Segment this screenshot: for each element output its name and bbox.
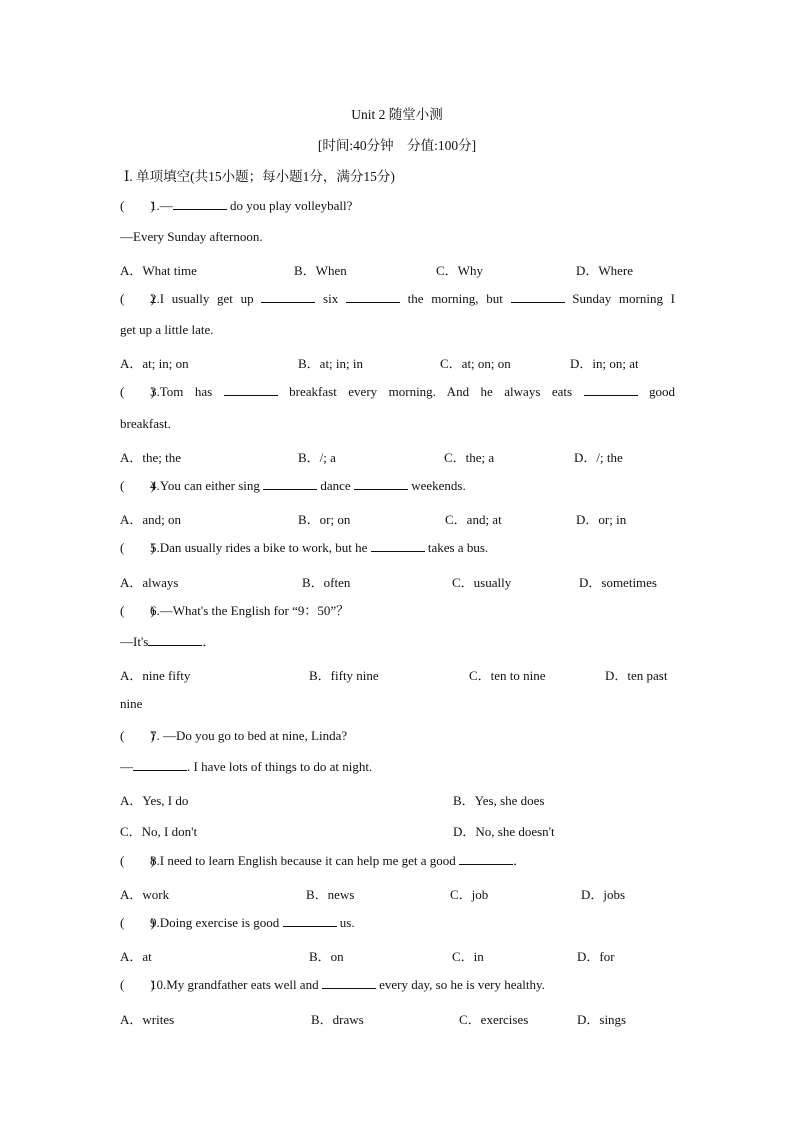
option-d: D．jobs xyxy=(581,887,626,902)
option-d: D．ten past xyxy=(605,668,668,683)
option-d: D．for xyxy=(577,949,615,964)
option-b: B．draws xyxy=(311,1012,364,1027)
blank xyxy=(148,634,202,646)
answer-paren: ( ) xyxy=(120,853,155,868)
question-text: 7. —Do you go to bed at nine, Linda? xyxy=(150,728,348,743)
question-text: the morning, but xyxy=(407,291,503,306)
blank xyxy=(354,478,408,490)
option-b: B．on xyxy=(309,949,344,964)
question-text: Sunday morning I xyxy=(572,291,676,306)
question-text: 5.Dan usually rides a bike to work, but he xyxy=(150,540,368,555)
option-a: A．and; on xyxy=(120,512,182,527)
question-7 xyxy=(120,728,675,744)
section-heading: Ⅰ. 单项填空(共15小题；每小题1分，满分15分) xyxy=(124,169,395,184)
option-d: D．sings xyxy=(577,1012,627,1027)
question-text: 9.Doing exercise is good xyxy=(150,915,280,930)
blank xyxy=(261,291,315,303)
answer-paren: ( ) xyxy=(120,478,155,493)
option-a: A．writes xyxy=(120,1012,175,1027)
question-text: 4.You can either sing xyxy=(150,478,260,493)
option-b: B．news xyxy=(306,887,355,902)
option-a: A．Yes, I do xyxy=(120,793,189,808)
answer-paren: ( ) xyxy=(120,291,155,306)
question-text: ． xyxy=(513,853,527,868)
question-text: every day, so he is very healthy. xyxy=(379,977,545,992)
answer-paren: ( ) xyxy=(120,384,155,399)
option-d: D．/; the xyxy=(574,450,623,465)
option-a: A．at; in; on xyxy=(120,356,189,371)
option-b: B．or; on xyxy=(298,512,351,527)
option-b: B．at; in; in xyxy=(298,356,364,371)
question-text: dance xyxy=(320,478,351,493)
blank xyxy=(511,291,565,303)
blank xyxy=(263,478,317,490)
question-text: 10.My grandfather eats well and xyxy=(150,977,319,992)
blank xyxy=(322,977,376,989)
question-7-reply xyxy=(120,759,675,775)
answer-paren: ( ) xyxy=(120,977,155,992)
option-c: C．No, I don't xyxy=(120,824,198,839)
answer-paren: ( ) xyxy=(120,198,155,213)
question-text: 6.—What's the English for “9：50”？ xyxy=(150,603,350,618)
option-d: D．or; in xyxy=(576,512,627,527)
question-text: 2.I usually get up xyxy=(150,291,254,306)
option-a: A．at xyxy=(120,949,152,964)
question-text: 1.— xyxy=(150,198,173,213)
option-b: B．often xyxy=(302,575,351,590)
option-c: C．and; at xyxy=(445,512,502,527)
question-1 xyxy=(120,198,675,214)
option-b: B．When xyxy=(294,263,347,278)
question-text: do you play volleyball? xyxy=(226,198,353,213)
question-6 xyxy=(120,603,675,619)
question-6-reply xyxy=(120,634,675,650)
blank xyxy=(283,915,337,927)
option-c: C．job xyxy=(450,887,489,902)
blank xyxy=(173,198,227,210)
blank xyxy=(133,759,187,771)
question-text: 8.I need to learn English because it can help me get a good xyxy=(150,853,456,868)
question-text: 3.Tom has xyxy=(150,384,213,399)
reply-text: — xyxy=(120,759,133,774)
option-b: B．/; a xyxy=(298,450,336,465)
question-text: weekends. xyxy=(411,478,466,493)
question-2 xyxy=(120,291,675,307)
blank xyxy=(224,384,278,396)
option-c: C．the; a xyxy=(444,450,495,465)
question-3 xyxy=(120,384,675,400)
option-a: A．work xyxy=(120,887,170,902)
option-b: B．fifty nine xyxy=(309,668,379,683)
question-text: six xyxy=(323,291,339,306)
page-title: Unit 2 随堂小测 xyxy=(351,107,443,122)
question-4 xyxy=(120,478,675,494)
question-text: good xyxy=(649,384,676,399)
reply-text: —It's xyxy=(120,634,149,649)
option-d: D．Where xyxy=(576,263,634,278)
option-d: D．sometimes xyxy=(579,575,657,590)
answer-paren: ( ) xyxy=(120,540,155,555)
answer-paren: ( ) xyxy=(120,915,155,930)
blank xyxy=(346,291,400,303)
option-c: C．Why xyxy=(436,263,483,278)
option-d: D．in; on; at xyxy=(570,356,639,371)
option-c: C．at; on; on xyxy=(440,356,511,371)
reply-text: ． xyxy=(202,634,216,649)
question-text: takes a bus. xyxy=(427,540,489,555)
question-6-cont: nine xyxy=(120,696,143,711)
answer-paren: ( ) xyxy=(120,728,155,743)
option-c: C．ten to nine xyxy=(469,668,546,683)
page-subtitle: [时间:40分钟 分值:100分] xyxy=(317,138,477,153)
question-1-reply: —Every Sunday afternoon. xyxy=(120,229,263,244)
question-text: us. xyxy=(339,915,355,930)
option-a: A．What time xyxy=(120,263,197,278)
reply-text: . I have lots of things to do at night. xyxy=(187,759,373,774)
option-c: C．exercises xyxy=(459,1012,529,1027)
blank xyxy=(459,853,513,865)
question-3-cont: breakfast. xyxy=(120,416,171,431)
option-c: C．usually xyxy=(452,575,512,590)
question-8 xyxy=(120,853,675,869)
question-10 xyxy=(120,977,675,993)
option-a: A．nine fifty xyxy=(120,668,191,683)
question-9 xyxy=(120,915,675,931)
option-c: C．in xyxy=(452,949,484,964)
option-b: B．Yes, she does xyxy=(453,793,545,808)
option-a: A．always xyxy=(120,575,179,590)
blank xyxy=(371,540,425,552)
blank xyxy=(584,384,638,396)
question-2-cont: get up a little late. xyxy=(120,322,214,337)
question-5 xyxy=(120,540,675,556)
option-a: A．the; the xyxy=(120,450,182,465)
question-text: breakfast every morning. And he always eats xyxy=(289,384,573,399)
option-d: D．No, she doesn't xyxy=(453,824,555,839)
answer-paren: ( ) xyxy=(120,603,155,618)
